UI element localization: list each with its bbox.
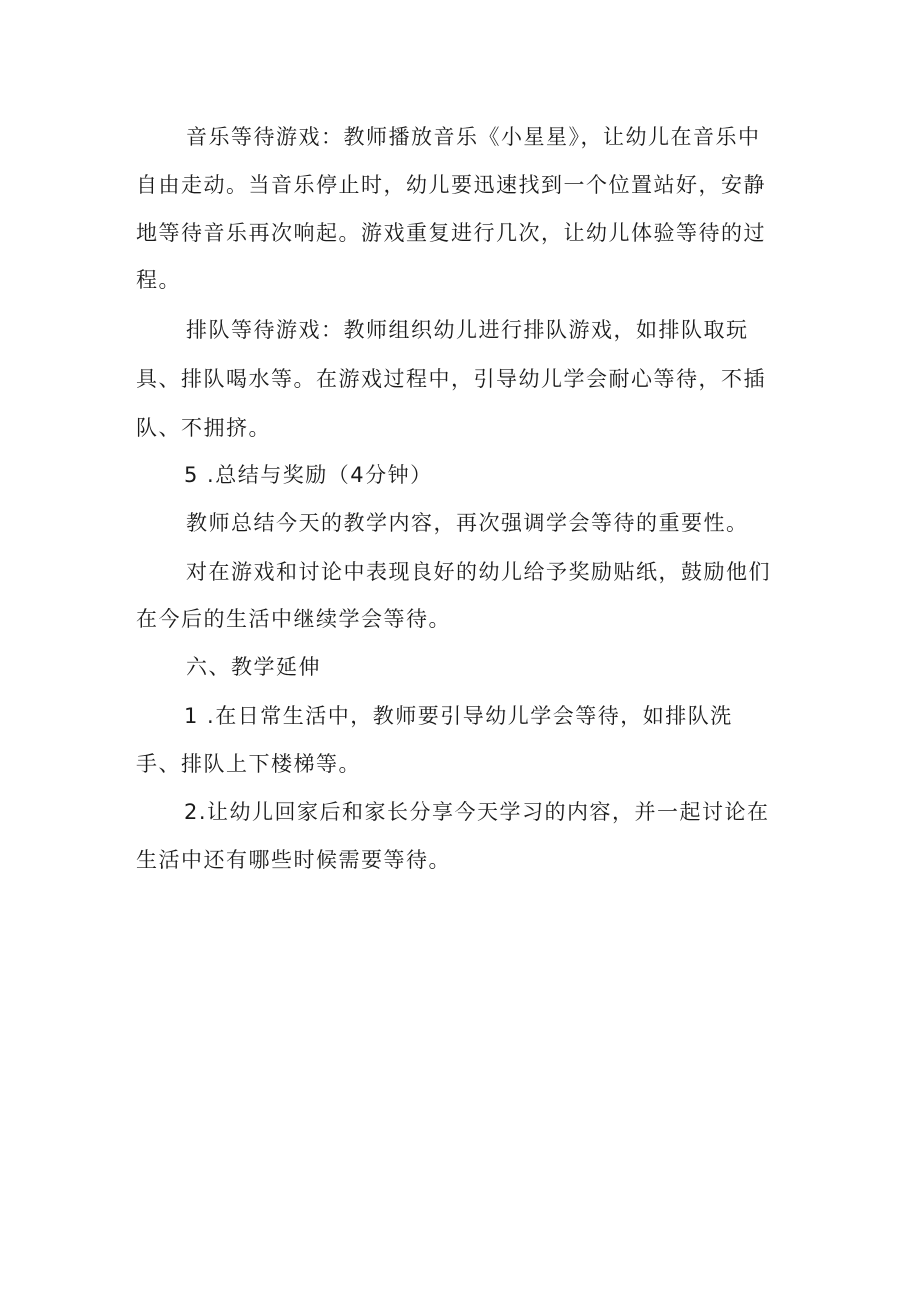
paragraph-music-game-line-3: 地等待音乐再次响起。游戏重复进行几次，让幼儿体验等待的过 [136, 221, 766, 245]
paragraph-music-game-line-2: 自由走动。当音乐停止时，幼儿要迅速找到一个位置站好，安静 [136, 173, 766, 197]
paragraph-queue-game-line-3: 队、不拥挤。 [136, 416, 271, 440]
section-heading-summary: 5 .总结与奖励（4分钟） [184, 463, 433, 487]
paragraph-summary: 教师总结今天的教学内容，再次强调学会等待的重要性。 [186, 511, 749, 535]
paragraph-queue-game-line-2: 具、排队喝水等。在游戏过程中，引导幼儿学会耐心等待，不插 [136, 367, 766, 391]
extension-item-2-line-2: 生活中还有哪些时候需要等待。 [136, 848, 451, 872]
paragraph-reward-line-2: 在今后的生活中继续学会等待。 [136, 607, 451, 631]
section-heading-extension: 六、教学延伸 [186, 655, 321, 679]
paragraph-reward-line-1: 对在游戏和讨论中表现良好的幼儿给予奖励贴纸，鼓励他们 [186, 560, 771, 584]
paragraph-music-game-line-1: 音乐等待游戏：教师播放音乐《小星星》，让幼儿在音乐中 [186, 125, 761, 149]
paragraph-music-game-line-4: 程。 [136, 268, 181, 292]
extension-item-2-line-1: 2.让幼儿回家后和家长分享今天学习的内容，并一起讨论在 [184, 800, 770, 824]
paragraph-queue-game-line-1: 排队等待游戏：教师组织幼儿进行排队游戏，如排队取玩 [186, 318, 749, 342]
extension-item-1-line-2: 手、排队上下楼梯等。 [136, 752, 361, 776]
extension-item-1-line-1: 1 .在日常生活中，教师要引导幼儿学会等待，如排队洗 [184, 704, 733, 728]
